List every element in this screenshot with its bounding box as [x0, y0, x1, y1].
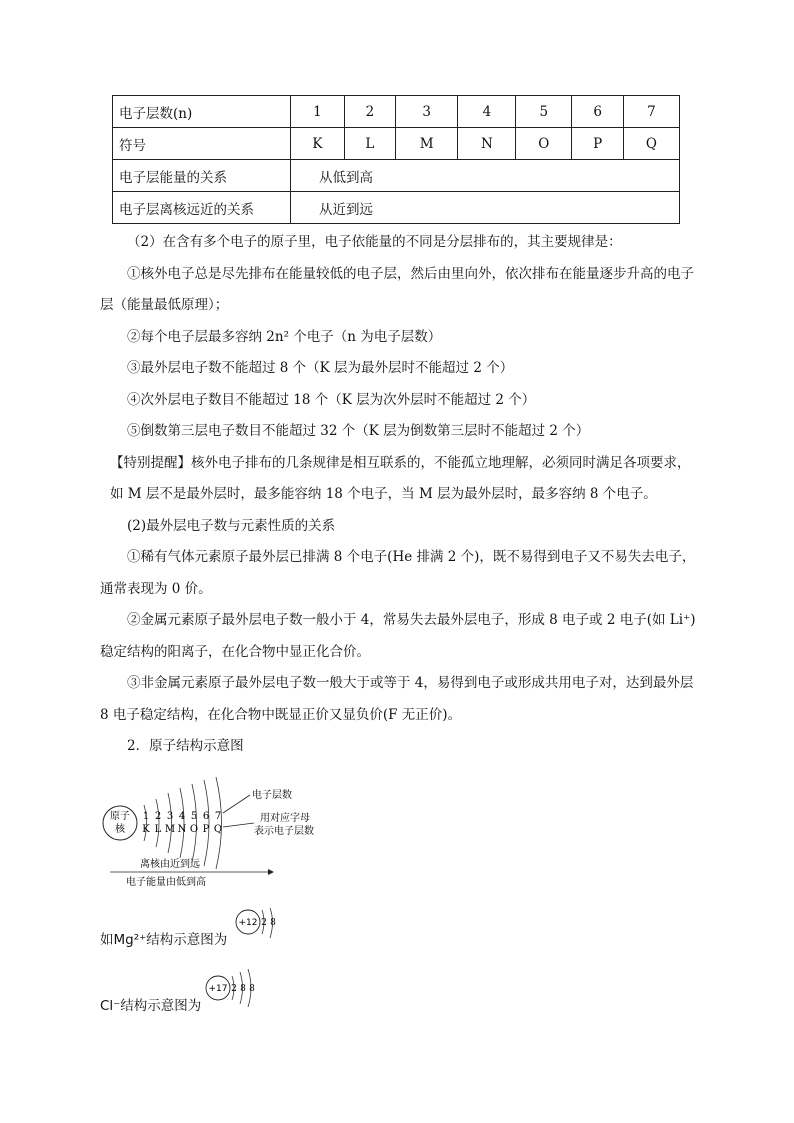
shell-arc: [168, 793, 172, 853]
shell-number: 1: [142, 811, 150, 822]
pointer-line: [223, 823, 254, 827]
mg-caption: 如Mg²⁺结构示意图为: [100, 932, 228, 948]
paragraph-relation-title: (2)最外层电子数与元素性质的关系: [127, 517, 336, 534]
shell-letter: K: [142, 824, 150, 835]
shell-number: 5: [190, 811, 198, 822]
label-shell-count: 电子层数: [252, 790, 292, 801]
arrow-label-distance: 离核由近到远: [140, 859, 200, 870]
nucleus-charge: +12: [238, 918, 258, 928]
atom-structure-diagram: [96, 775, 356, 895]
table-cell: N: [458, 128, 516, 160]
shell-letter: O: [189, 824, 199, 835]
paragraph-rule-5: ⑤倒数第三层电子数目不能超过 32 个（K 层为倒数第三层时不能超过 2 个）: [127, 423, 590, 439]
arrow-head-icon: [268, 869, 274, 875]
shell-electron-count: 8: [270, 918, 276, 928]
shell-letters: [142, 824, 222, 835]
paragraph-special-note: 【特别提醒】核外电子排布的几条规律是相互联系的，不能孤立地理解，必须同时满足各项要求，如 M 层不是最外层时，最多能容纳 18 个电子，当 M 层为最外层时，最多容纳 8 个电子。: [110, 454, 691, 502]
shell-letter: L: [154, 824, 162, 835]
table-cell: M: [395, 128, 458, 160]
table-cell: P: [572, 128, 623, 160]
cl-caption: Cl⁻结构示意图为: [100, 998, 202, 1014]
shell-arc: [213, 777, 223, 869]
shell-letter: M: [164, 824, 176, 835]
section-title: 2．原子结构示意图: [127, 738, 244, 754]
nucleus-charge: +17: [208, 984, 228, 994]
mg-ion-diagram: [234, 904, 294, 948]
table-cell: 从低到高: [291, 160, 680, 192]
shell-number: 6: [202, 811, 210, 822]
label-letters-2: 表示电子层数: [254, 826, 314, 837]
paragraph-intro: （2）在含有多个电子的原子里，电子依能量的不同是分层排布的，其主要规律是：: [127, 234, 622, 250]
shell-arc: [180, 788, 184, 858]
table-cell: Q: [623, 128, 679, 160]
atom-structure-svg: [96, 775, 356, 895]
paragraph-relation-2: ②金属元素原子最外层电子数一般小于 4，常易失去最外层电子，形成 8 电子或 2 电子(如 Li⁺)稳定结构的阳离子，在化合物中显正化合价。: [100, 612, 696, 660]
paragraph-rule-4: ④次外层电子数目不能超过 18 个（K 层为次外层时不能超过 2 个）: [127, 391, 536, 408]
shell-arcs: [144, 777, 222, 869]
arrow-label-energy: 电子能量由低到高: [126, 877, 206, 888]
shell-letter: N: [177, 824, 187, 835]
shell-arc: [154, 799, 162, 847]
table-cell: 2: [344, 96, 395, 128]
table-cell: 4: [458, 96, 516, 128]
shell-electron-count: 2: [231, 984, 237, 994]
pointer-line: [223, 795, 250, 813]
table-cell: 3: [395, 96, 458, 128]
shell-electron-count: 2: [261, 918, 267, 928]
paragraph-relation-1: ①稀有气体元素原子最外层已排满 8 个电子(He 排满 2 个)，既不易得到电子又不易失去电子，通常表现为 0 价。: [100, 549, 696, 597]
shell-letter: Q: [213, 824, 223, 835]
table-header-cell: 电子层数(n): [113, 96, 291, 128]
shell-electron-count: 8: [240, 984, 246, 994]
cl-ion-diagram: [204, 966, 274, 1012]
nucleus-label-1: 原子: [110, 811, 130, 822]
shell-number: 3: [166, 811, 174, 822]
shell-number: 2: [154, 811, 162, 822]
label-letters-1: 用对应字母: [260, 813, 310, 824]
table-row: [113, 128, 680, 160]
paragraph-rule-1: ①核外电子总是尽先排布在能量较低的电子层，然后由里向外，依次排布在能量逐步升高的电子层（能量最低原理）；: [100, 265, 694, 313]
shell-arc: [204, 780, 209, 866]
electron-shell-table: [112, 95, 680, 224]
shell-electron-count: 8: [249, 984, 255, 994]
shell-arc: [189, 784, 199, 862]
table-header-cell: 电子层离核远近的关系: [113, 192, 291, 224]
shell-number: 4: [178, 811, 186, 822]
table-cell: 1: [291, 96, 345, 128]
table-header-cell: 符号: [113, 128, 291, 160]
body-text: [100, 227, 700, 763]
nucleus-label-2: 核: [115, 824, 125, 835]
table-cell: K: [291, 128, 345, 160]
table-cell: 7: [623, 96, 679, 128]
table-cell: 6: [572, 96, 623, 128]
table-row: [113, 192, 680, 224]
table-header-cell: 电子层能量的关系: [113, 160, 291, 192]
table-cell: 从近到远: [291, 192, 680, 224]
paragraph-relation-3: ③非金属元素原子最外层电子数一般大于或等于 4，易得到电子或形成共用电子对，达到最外层 8 电子稳定结构，在化合物中既显正价又显负价(F 无正价)。: [100, 675, 694, 723]
shell-numbers: [143, 811, 221, 822]
shell-number: 7: [214, 811, 222, 822]
paragraph-rule-2: ②每个电子层最多容纳 2n² 个电子（n 为电子层数）: [127, 328, 442, 345]
table-cell: L: [344, 128, 395, 160]
shell-letter: P: [202, 824, 210, 835]
table-cell: O: [516, 128, 572, 160]
table-cell: 5: [516, 96, 572, 128]
table-row: [113, 160, 680, 192]
table-row: [113, 96, 680, 128]
paragraph-rule-3: ③最外层电子数不能超过 8 个（K 层为最外层时不能超过 2 个）: [127, 360, 514, 376]
